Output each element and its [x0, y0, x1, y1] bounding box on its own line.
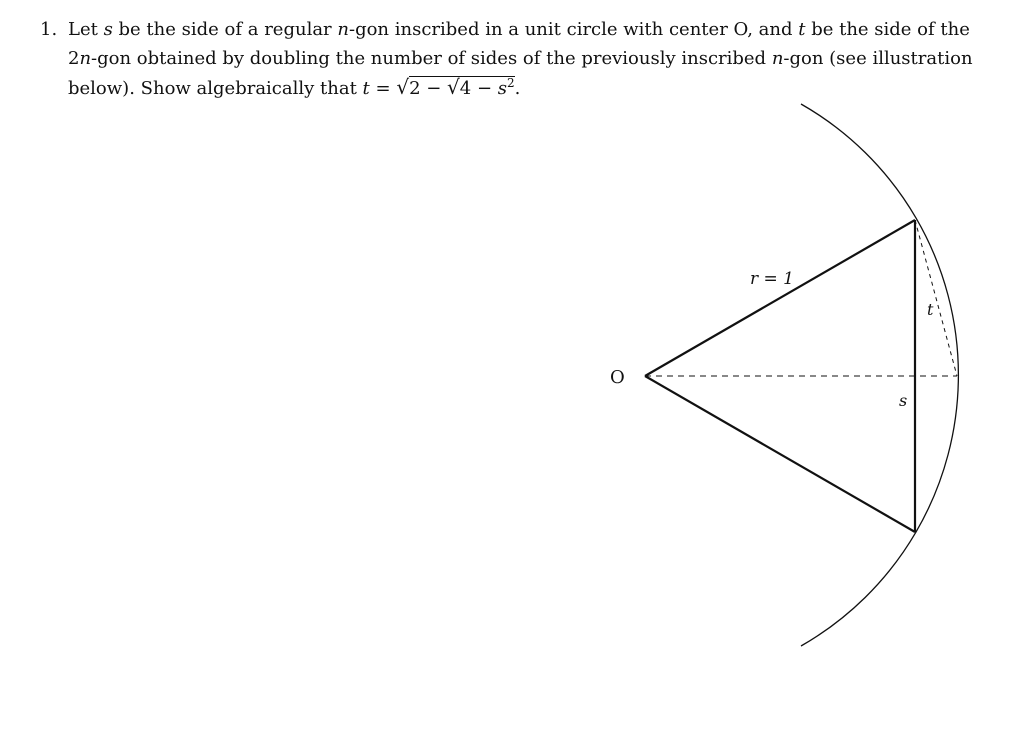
var-n: n [337, 19, 349, 40]
var-n: n [771, 47, 784, 69]
equals-sign: = [369, 78, 397, 99]
label-s: s [899, 391, 908, 410]
var-n: n [79, 47, 92, 69]
problem-number: 1. [40, 19, 58, 40]
text-run: . [514, 78, 521, 99]
var-s: s [103, 19, 113, 40]
text-run: -gon (see illustration [783, 47, 973, 69]
text-run: 2 [68, 47, 80, 69]
text-run: -gon inscribed in a unit circle with center O, and [348, 19, 799, 40]
radical-sign: √ [447, 75, 460, 99]
label-center-o: O [610, 367, 625, 388]
side-t-dashed [915, 220, 957, 376]
text-run: below). Show algebraically that [68, 78, 363, 99]
radius-line-lower [645, 376, 915, 532]
radical-sign: √ [396, 75, 410, 99]
radius-line-upper [645, 220, 915, 376]
var-s: s [497, 78, 508, 99]
text-run: Let [68, 19, 104, 40]
label-radius: r = 1 [750, 269, 794, 289]
exponent: 2 [507, 76, 515, 90]
text-run: 2 − [409, 78, 448, 99]
var-t: t [798, 19, 806, 40]
var-t: t [362, 78, 370, 99]
circle-arc [801, 104, 958, 646]
text-run: be the side of the [805, 19, 970, 40]
text-run: 4 − [459, 78, 498, 99]
text-run: be the side of a regular [112, 19, 338, 40]
text-run: -gon obtained by doubling the number of sides of the previously inscribed [91, 47, 772, 69]
label-t: t [927, 300, 934, 319]
